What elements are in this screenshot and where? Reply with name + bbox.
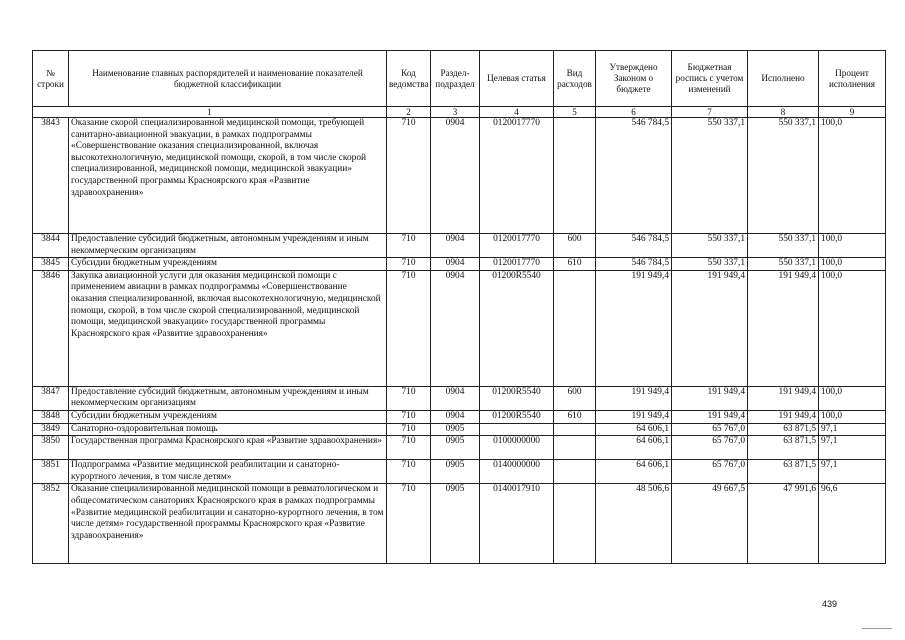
cell-budget: 550 337,1 <box>672 118 748 234</box>
cell-no: 3847 <box>33 386 69 410</box>
cell-approved: 48 506,6 <box>596 484 672 564</box>
cell-approved: 64 606,1 <box>596 460 672 484</box>
cell-ved: 710 <box>387 118 431 234</box>
cell-name: Субсидии бюджетным учреждениям <box>69 258 387 271</box>
cell-razdel: 0905 <box>431 423 480 436</box>
cell-vid: 610 <box>554 258 596 271</box>
cell-vid <box>554 118 596 234</box>
cell-ved: 710 <box>387 423 431 436</box>
cell-ved: 710 <box>387 270 431 386</box>
table-row <box>33 460 886 484</box>
header-cell: Раздел-подраздел <box>431 51 480 107</box>
table-row <box>33 234 886 258</box>
cell-name: Субсидии бюджетным учреждениям <box>69 410 387 423</box>
cell-vid <box>554 423 596 436</box>
cell-budget: 550 337,1 <box>672 258 748 271</box>
cell-statya: 01200R5540 <box>480 386 554 410</box>
cell-budget: 49 667,5 <box>672 484 748 564</box>
header-cell: Код ведомства <box>387 51 431 107</box>
budget-execution-table <box>32 50 886 564</box>
cell-executed: 550 337,1 <box>748 234 819 258</box>
cell-no: 3850 <box>33 436 69 460</box>
cell-executed: 550 337,1 <box>748 118 819 234</box>
column-number-row <box>33 107 886 118</box>
table-row <box>33 386 886 410</box>
cell-executed: 191 949,4 <box>748 270 819 386</box>
cell-executed: 63 871,5 <box>748 460 819 484</box>
scan-mark <box>862 628 892 629</box>
header-row <box>33 51 886 107</box>
cell-vid <box>554 484 596 564</box>
cell-name: Государственная программа Красноярского края «Развитие здравоохранения» <box>69 436 387 460</box>
cell-percent: 97,1 <box>819 460 886 484</box>
cell-percent: 97,1 <box>819 436 886 460</box>
header-cell: Целевая статья <box>480 51 554 107</box>
cell-no: 3845 <box>33 258 69 271</box>
cell-statya: 0120017770 <box>480 118 554 234</box>
cell-name: Предоставление субсидий бюджетным, автономным учреждениям и иным некоммерческим организациям <box>69 234 387 258</box>
cell-executed: 63 871,5 <box>748 423 819 436</box>
cell-ved: 710 <box>387 436 431 460</box>
cell-statya: 01200R5540 <box>480 410 554 423</box>
cell-executed: 550 337,1 <box>748 258 819 271</box>
cell-percent: 100,0 <box>819 234 886 258</box>
cell-name: Оказание скорой специализированной медицинской помощи, требующей санитарно-авиационной эвакуации, в рамках подпрограммы «Совершенствование оказания специализированной, включая высокотехнологичную, медицинской помощи, скорой, в том числе скорой специализированной, медицинской помощи, медицинской эвакуации» государственной программы Красноярского края «Развитие здравоохранения» <box>69 118 387 234</box>
cell-executed: 63 871,5 <box>748 436 819 460</box>
cell-vid <box>554 270 596 386</box>
cell-no: 3848 <box>33 410 69 423</box>
cell-statya: 0120017770 <box>480 258 554 271</box>
cell-percent: 100,0 <box>819 410 886 423</box>
column-number: 5 <box>554 107 596 118</box>
cell-vid <box>554 460 596 484</box>
cell-ved: 710 <box>387 234 431 258</box>
cell-budget: 65 767,0 <box>672 436 748 460</box>
cell-vid: 600 <box>554 234 596 258</box>
cell-name: Предоставление субсидий бюджетным, автономным учреждениям и иным некоммерческим организациям <box>69 386 387 410</box>
cell-percent: 100,0 <box>819 386 886 410</box>
cell-budget: 65 767,0 <box>672 423 748 436</box>
cell-percent: 100,0 <box>819 258 886 271</box>
cell-no: 3846 <box>33 270 69 386</box>
cell-name: Закупка авиационной услуги для оказания медицинской помощи с применением авиации в рамках подпрограммы «Совершенствование оказания специализированной, включая высокотехнологичную, медицинской помощи, скорой, в том числе скорой специализированной, медицинской помощи, медицинской эвакуации» государственной программы Красноярского края «Развитие здравоохранения» <box>69 270 387 386</box>
cell-vid: 600 <box>554 386 596 410</box>
cell-approved: 546 784,5 <box>596 258 672 271</box>
column-number: 2 <box>387 107 431 118</box>
cell-ved: 710 <box>387 258 431 271</box>
cell-razdel: 0904 <box>431 386 480 410</box>
header-cell: Процент исполнения <box>819 51 886 107</box>
table-row <box>33 484 886 564</box>
table-row <box>33 436 886 460</box>
cell-ved: 710 <box>387 410 431 423</box>
cell-budget: 550 337,1 <box>672 234 748 258</box>
table-row <box>33 270 886 386</box>
cell-name: Подпрограмма «Развитие медицинской реабилитации и санаторно-курортного лечения, в том числе детям» <box>69 460 387 484</box>
cell-percent: 100,0 <box>819 270 886 386</box>
cell-name: Оказание специализированной медицинской помощи в ревматологическом и общесоматическом санаториях Красноярского края в рамках подпрограммы «Развитие медицинской реабилитации и санаторно-курортного лечения, в том числе детям» государственной программы Красноярского края «Развитие здравоохранения» <box>69 484 387 564</box>
cell-executed: 191 949,4 <box>748 410 819 423</box>
header-cell: № строки <box>33 51 69 107</box>
column-number: 7 <box>672 107 748 118</box>
table-row <box>33 258 886 271</box>
header-cell: Исполнено <box>748 51 819 107</box>
cell-approved: 191 949,4 <box>596 386 672 410</box>
cell-percent: 100,0 <box>819 118 886 234</box>
cell-ved: 710 <box>387 386 431 410</box>
cell-no: 3844 <box>33 234 69 258</box>
cell-vid <box>554 436 596 460</box>
cell-ved: 710 <box>387 484 431 564</box>
column-number: 1 <box>33 107 387 118</box>
cell-approved: 191 949,4 <box>596 270 672 386</box>
cell-executed: 47 991,6 <box>748 484 819 564</box>
header-cell: Вид расходов <box>554 51 596 107</box>
cell-approved: 64 606,1 <box>596 436 672 460</box>
cell-razdel: 0904 <box>431 270 480 386</box>
cell-percent: 97,1 <box>819 423 886 436</box>
cell-approved: 64 606,1 <box>596 423 672 436</box>
cell-razdel: 0905 <box>431 460 480 484</box>
cell-no: 3852 <box>33 484 69 564</box>
cell-no: 3851 <box>33 460 69 484</box>
header-cell: Наименование главных распорядителей и наименование показателей бюджетной классификации <box>69 51 387 107</box>
cell-statya <box>480 423 554 436</box>
table-row <box>33 423 886 436</box>
column-number: 8 <box>748 107 819 118</box>
cell-statya: 0100000000 <box>480 436 554 460</box>
cell-ved: 710 <box>387 460 431 484</box>
cell-budget: 65 767,0 <box>672 460 748 484</box>
cell-budget: 191 949,4 <box>672 270 748 386</box>
cell-razdel: 0904 <box>431 118 480 234</box>
column-number: 4 <box>480 107 554 118</box>
page-number: 439 <box>822 599 838 609</box>
cell-statya: 01200R5540 <box>480 270 554 386</box>
cell-razdel: 0904 <box>431 234 480 258</box>
cell-statya: 0140017910 <box>480 484 554 564</box>
header-cell: Бюджетная роспись с учетом изменений <box>672 51 748 107</box>
cell-razdel: 0905 <box>431 436 480 460</box>
cell-budget: 191 949,4 <box>672 410 748 423</box>
column-number: 9 <box>819 107 886 118</box>
cell-razdel: 0905 <box>431 484 480 564</box>
cell-no: 3849 <box>33 423 69 436</box>
cell-percent: 96,6 <box>819 484 886 564</box>
cell-name: Санаторно-оздоровительная помощь <box>69 423 387 436</box>
cell-approved: 546 784,5 <box>596 118 672 234</box>
cell-executed: 191 949,4 <box>748 386 819 410</box>
cell-approved: 191 949,4 <box>596 410 672 423</box>
cell-statya: 0140000000 <box>480 460 554 484</box>
column-number: 3 <box>431 107 480 118</box>
header-cell: Утверждено Законом о бюджете <box>596 51 672 107</box>
cell-approved: 546 784,5 <box>596 234 672 258</box>
cell-razdel: 0904 <box>431 410 480 423</box>
table-row <box>33 410 886 423</box>
cell-budget: 191 949,4 <box>672 386 748 410</box>
table-row <box>33 118 886 234</box>
cell-razdel: 0904 <box>431 258 480 271</box>
cell-no: 3843 <box>33 118 69 234</box>
cell-statya: 0120017770 <box>480 234 554 258</box>
column-number: 6 <box>596 107 672 118</box>
cell-vid: 610 <box>554 410 596 423</box>
